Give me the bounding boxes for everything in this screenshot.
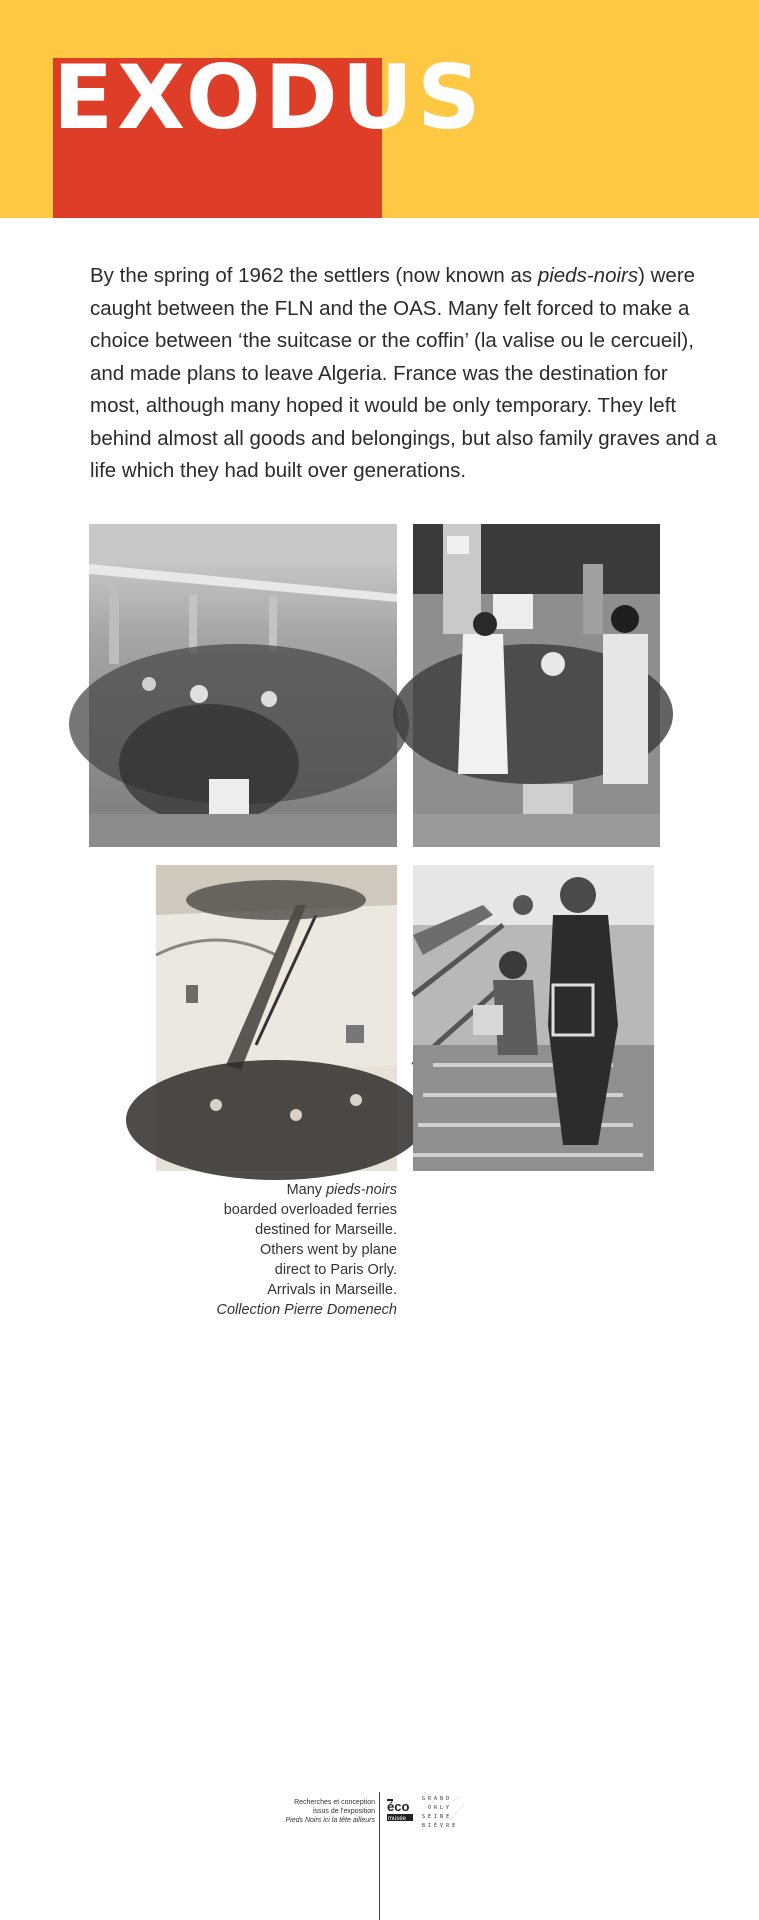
caption-italic-term: pieds-noirs	[326, 1182, 397, 1198]
caption-line-4: Others went by plane	[259, 1242, 397, 1258]
photo-caption	[180, 1180, 397, 1320]
disembarking-photo	[413, 865, 654, 1171]
footer-divider	[379, 1792, 380, 1920]
page-title: EXODUS	[53, 46, 485, 149]
ferry-boarding-photo	[156, 865, 397, 1171]
caption-line-6: Arrivals in Marseille.	[267, 1282, 397, 1298]
waiting-hall-photo	[413, 524, 660, 847]
ecomusee-logo-text: éco	[387, 1799, 410, 1814]
footer-credit-line-1: Recherches et conception	[294, 1799, 375, 1806]
intro-text-start: By the spring of 1962 the settlers (now known as	[90, 264, 538, 287]
svg-text:G R A N D: G R A N D	[422, 1796, 450, 1802]
intro-paragraph	[90, 260, 720, 488]
intro-text-rest: ) were caught between the FLN and the OAS. Many felt forced to make a choice between ‘the suitcase or the coffin’ (la valise ou le cercueil), and made plans to leave Algeria. France was the destination for most, although many hoped it would be only temporary. They left behind almost all goods and belongings, but also family graves and a life which they had built over generations.	[90, 264, 717, 482]
svg-text:O R L Y: O R L Y	[428, 1805, 450, 1811]
ecomusee-logo-sub: musée	[388, 1816, 407, 1822]
footer-credit-line-2: issus de l'exposition	[312, 1808, 375, 1815]
svg-text:S E I N E: S E I N E	[422, 1814, 450, 1820]
caption-line-5: direct to Paris Orly.	[274, 1262, 397, 1278]
caption-line-3: destined for Marseille.	[255, 1222, 397, 1238]
caption-credit: Collection Pierre Domenech	[216, 1302, 397, 1318]
intro-italic-term: pieds-noirs	[537, 264, 639, 287]
terminal-crowd-photo	[89, 524, 397, 847]
ecomusee-logo	[386, 1797, 416, 1825]
caption-line-1	[180, 1180, 397, 1200]
caption-line-2: boarded overloaded ferries	[223, 1202, 397, 1218]
footer-credit	[255, 1798, 375, 1825]
caption-line-1-text: Many	[286, 1182, 327, 1198]
footer-credit-line-3: Pieds Noirs ici la tête ailleurs	[285, 1817, 375, 1824]
svg-text:B I È V R E: B I È V R E	[422, 1823, 456, 1829]
title-block	[53, 46, 485, 218]
grand-orly-logo	[420, 1790, 468, 1830]
